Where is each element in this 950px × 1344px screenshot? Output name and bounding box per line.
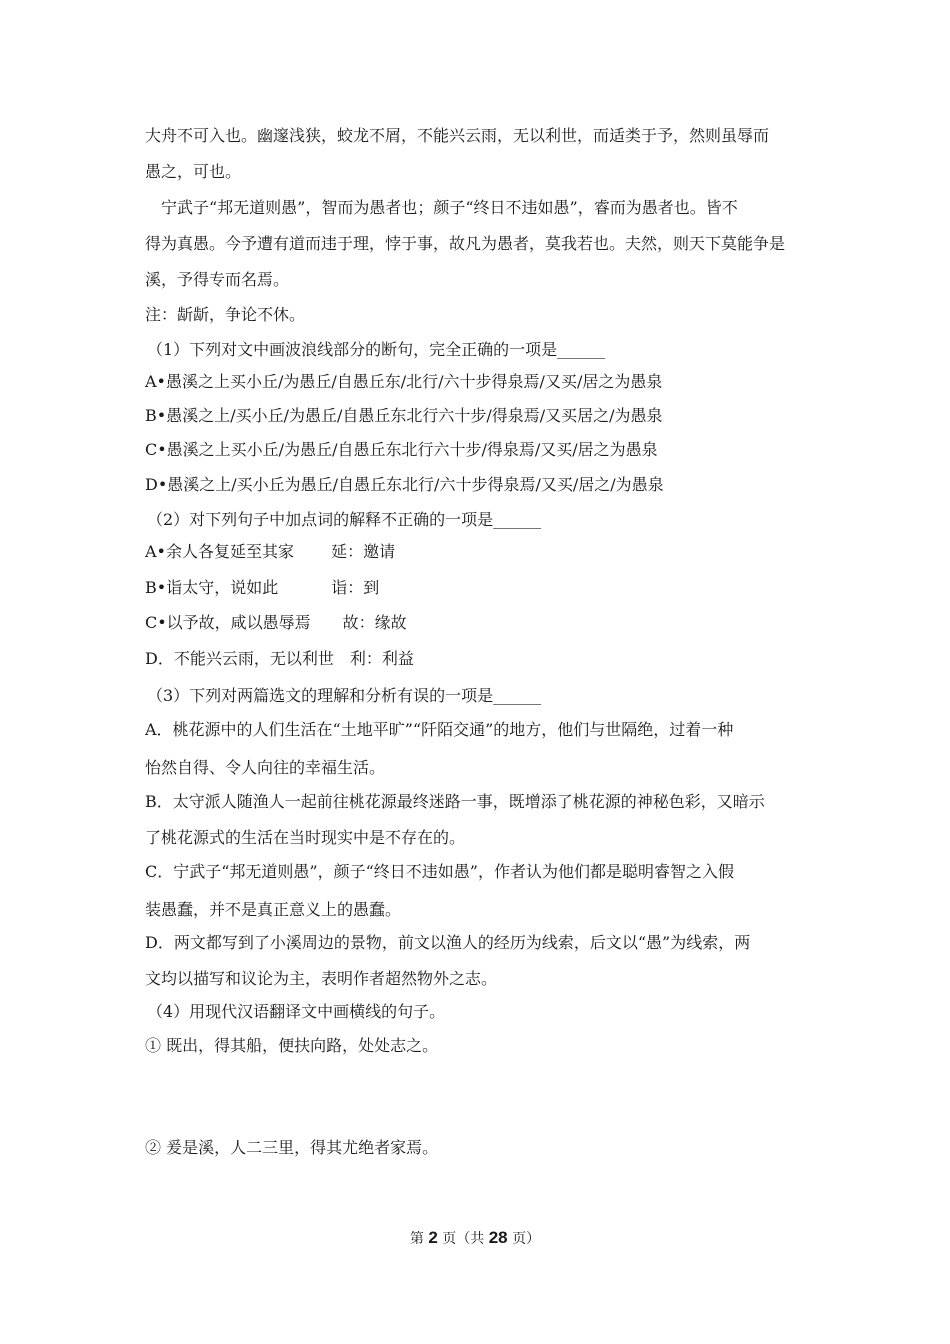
question-4-stem: （4）用现代汉语翻译文中画横线的句子。 [147,1002,446,1021]
page-footer [0,1228,950,1249]
question-3-option-line: A．桃花源中的人们生活在“土地平旷”“阡陌交通”的地方，他们与世隔绝，过着一种 [145,720,734,739]
footer-prefix: 第 [409,1231,424,1247]
question-4-item-1: ① 既出，得其船，便扶向路，处处志之。 [145,1036,439,1055]
question-3-stem: （3）下列对两篇选文的理解和分析有误的一项是______ [147,686,542,705]
question-2-option-a: A•余人各复延至其家 延：邀请 [145,542,396,561]
question-2-option-c: C•以予故，咸以愚辱焉 故：缘故 [145,613,407,632]
passage-line: 宁武子“邦无道则愚”，智而为愚者也；颜子“终日不违如愚”，睿而为愚者也。皆不 [161,198,738,217]
current-page-number: 2 [428,1228,438,1247]
passage-line: 溪，予得专而名焉。 [145,270,290,289]
question-3-option-line: D．两文都写到了小溪周边的景物，前文以渔人的经历为线索，后文以“愚”为线索，两 [145,933,751,952]
question-2-option-d: D．不能兴云雨，无以利世 利：利益 [145,649,414,668]
question-3-option-line: 装愚蠢，并不是真正意义上的愚蠢。 [145,900,402,919]
question-1-option-a: A•愚溪之上买小丘/为愚丘/自愚丘东/北行/六十步得泉焉/又买/居之为愚泉 [145,372,663,391]
passage-line: 愚之，可也。 [145,162,242,181]
footer-middle: 页（共 [442,1231,485,1247]
question-1-stem: （1）下列对文中画波浪线部分的断句，完全正确的一项是______ [147,340,606,359]
question-2-stem: （2）对下列句子中加点词的解释不正确的一项是______ [147,510,542,529]
question-2-option-b: B•诣太守，说如此 诣：到 [145,578,380,597]
question-4-item-2: ② 爰是溪，人二三里，得其尤绝者家焉。 [145,1138,439,1157]
passage-line: 得为真愚。今予遭有道而违于理，悖于事，故凡为愚者，莫我若也。夫然，则天下莫能争是 [145,234,786,253]
annotation-note: 注：龂龂，争论不休。 [145,305,306,324]
question-3-option-line: C．宁武子“邦无道则愚”，颜子“终日不违如愚”，作者认为他们都是聪明睿智之入假 [145,862,734,881]
question-1-option-d: D•愚溪之上/买小丘为愚丘/自愚丘东北行/六十步得泉焉/又买/居之/为愚泉 [145,475,664,494]
total-page-count: 28 [488,1228,508,1247]
passage-line: 大舟不可入也。幽邃浅狭，蛟龙不屑，不能兴云雨，无以利世，而适类于予，然则虽辱而 [145,126,770,145]
question-3-option-line: B．太守派人随渔人一起前往桃花源最终迷路一事，既增添了桃花源的神秘色彩，又暗示 [145,792,765,811]
question-1-option-b: B•愚溪之上/买小丘/为愚丘/自愚丘东北行六十步/得泉焉/又买居之/为愚泉 [145,406,663,425]
question-3-option-line: 了桃花源式的生活在当时现实中是不存在的。 [145,828,466,847]
footer-suffix: 页） [512,1231,541,1247]
question-3-option-line: 怡然自得、令人向往的幸福生活。 [145,758,386,777]
question-1-option-c: C•愚溪之上买小丘/为愚丘/自愚丘东北行六十步/得泉焉/又买/居之为愚泉 [145,440,658,459]
question-3-option-line: 文均以描写和议论为主，表明作者超然物外之志。 [145,969,498,988]
